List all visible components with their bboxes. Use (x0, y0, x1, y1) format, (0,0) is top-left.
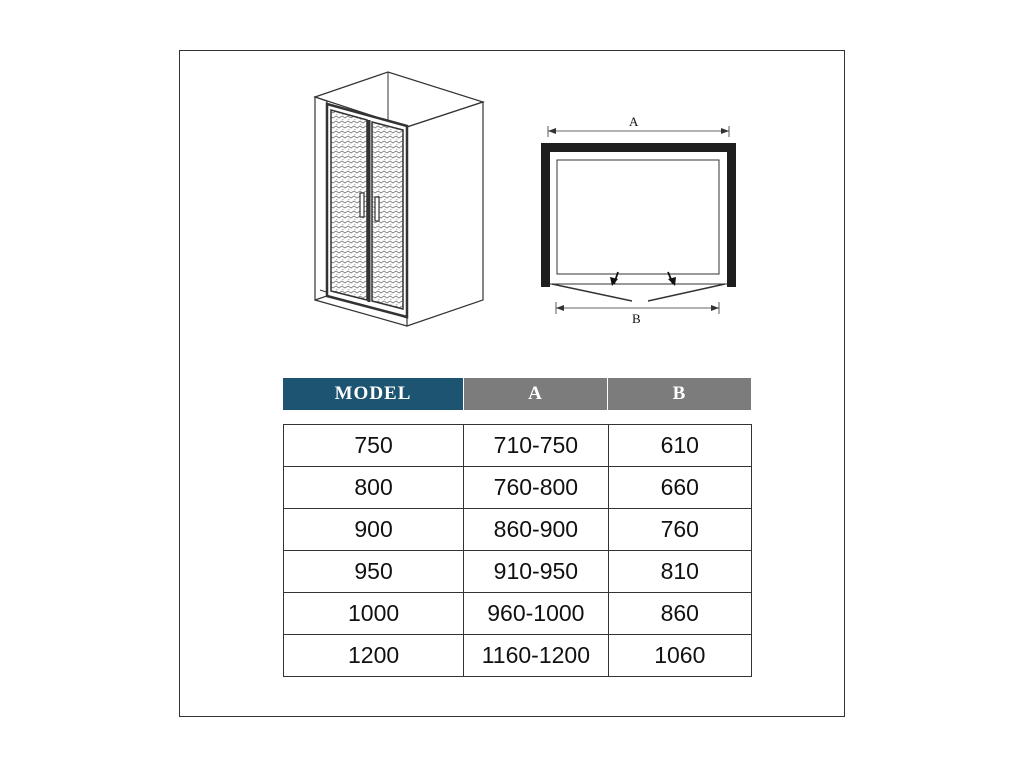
dimension-a-label: A (629, 114, 639, 129)
table-row (284, 551, 752, 593)
cell-model: 950 (284, 551, 464, 593)
cell-a: 960-1000 (464, 593, 608, 635)
table-row (284, 425, 752, 467)
left-door-swing (552, 284, 632, 301)
shower-enclosure-drawing (315, 72, 483, 326)
cell-b: 760 (608, 509, 751, 551)
right-swing-arrow (668, 277, 676, 286)
cell-model: 800 (284, 467, 464, 509)
header-a: A (464, 378, 607, 410)
cell-model: 750 (284, 425, 464, 467)
cell-b: 860 (608, 593, 751, 635)
cell-a: 760-800 (464, 467, 608, 509)
table-row (284, 467, 752, 509)
top-view-plan (541, 126, 736, 314)
plan-walls (541, 143, 736, 287)
cell-model: 900 (284, 509, 464, 551)
table-row (284, 509, 752, 551)
header-b: B (608, 378, 751, 410)
size-table (283, 424, 752, 677)
header-model: MODEL (283, 378, 463, 410)
cell-b: 810 (608, 551, 751, 593)
cell-b: 660 (608, 467, 751, 509)
dimension-b-label: B (632, 311, 641, 326)
cell-b: 610 (608, 425, 751, 467)
plan-inner-tray (557, 160, 719, 274)
table-row (284, 635, 752, 677)
cell-b: 1060 (608, 635, 751, 677)
cell-a: 1160-1200 (464, 635, 608, 677)
right-door-handle (375, 197, 379, 221)
cell-a: 710-750 (464, 425, 608, 467)
cell-a: 910-950 (464, 551, 608, 593)
cell-a: 860-900 (464, 509, 608, 551)
enclosure-left-wall (315, 97, 327, 300)
cell-model: 1000 (284, 593, 464, 635)
left-door-handle (360, 193, 364, 217)
table-row (284, 593, 752, 635)
cell-model: 1200 (284, 635, 464, 677)
enclosure-right-wall (407, 102, 483, 326)
right-door-swing (648, 284, 725, 301)
